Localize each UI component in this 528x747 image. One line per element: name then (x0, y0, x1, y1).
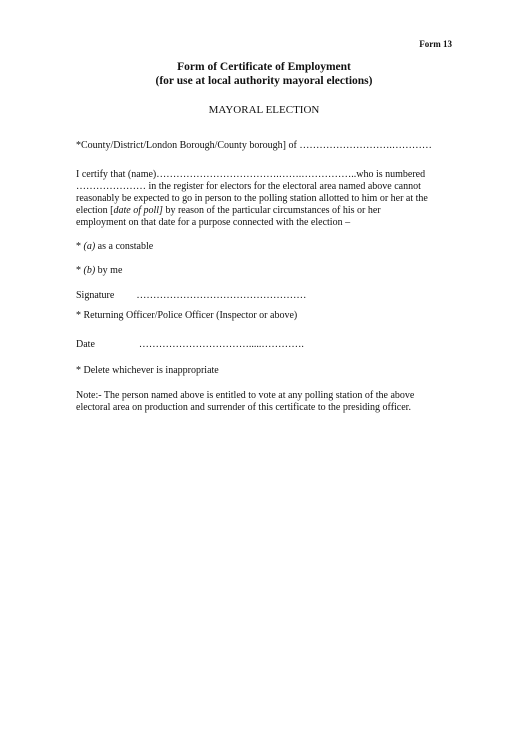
certify-line-4 (76, 205, 456, 218)
certify-line-4-start: election [ (76, 205, 114, 216)
certify-line-5: employment on that date for a purpose connected with the election – (76, 217, 351, 228)
certify-line-4-end: by reason of the particular circumstances of his or her (162, 205, 381, 216)
date-line (76, 339, 456, 352)
signature-label: Signature (76, 290, 115, 301)
area-line: *County/District/London Borough/County borough] of ……………………….………… (76, 140, 432, 151)
note-line-2: electoral area on production and surrender of this certificate to the presiding officer. (76, 402, 411, 413)
option-a-letter: (a) (83, 241, 96, 252)
option-b (76, 265, 456, 278)
signature-line (76, 290, 456, 303)
option-b-letter: (b) (83, 265, 96, 276)
form-number: Form 13 (419, 39, 452, 49)
date-dots: …………………………….....…………. (138, 339, 304, 350)
election-heading: MAYORAL ELECTION (208, 104, 320, 116)
certify-line-3: reasonably be expected to go in person to the polling station allotted to him or her at the (76, 193, 428, 204)
signature-dots: …………………………………………… (136, 290, 307, 301)
option-a-star: * (76, 241, 84, 252)
returning-officer-line: * Returning Officer/Police Officer (Inspector or above) (76, 310, 298, 321)
option-b-text: by me (95, 265, 123, 276)
certify-line-2: ………………… in the register for electors for the electoral area named above cannot (76, 181, 421, 192)
certify-line-1: I certify that (name)……………………………….…….……………..who is numbered (76, 169, 426, 180)
note-line-1: Note:- The person named above is entitled to vote at any polling station of the above (76, 390, 415, 401)
delete-note: * Delete whichever is inappropriate (76, 365, 219, 376)
option-a (76, 241, 456, 254)
form-subtitle: (for use at local authority mayoral elections) (155, 75, 373, 87)
date-label: Date (76, 339, 95, 350)
option-a-text: as a constable (95, 241, 154, 252)
option-b-star: * (76, 265, 84, 276)
form-title: Form of Certificate of Employment (177, 61, 351, 73)
date-of-poll-placeholder: date of poll] (113, 205, 163, 216)
